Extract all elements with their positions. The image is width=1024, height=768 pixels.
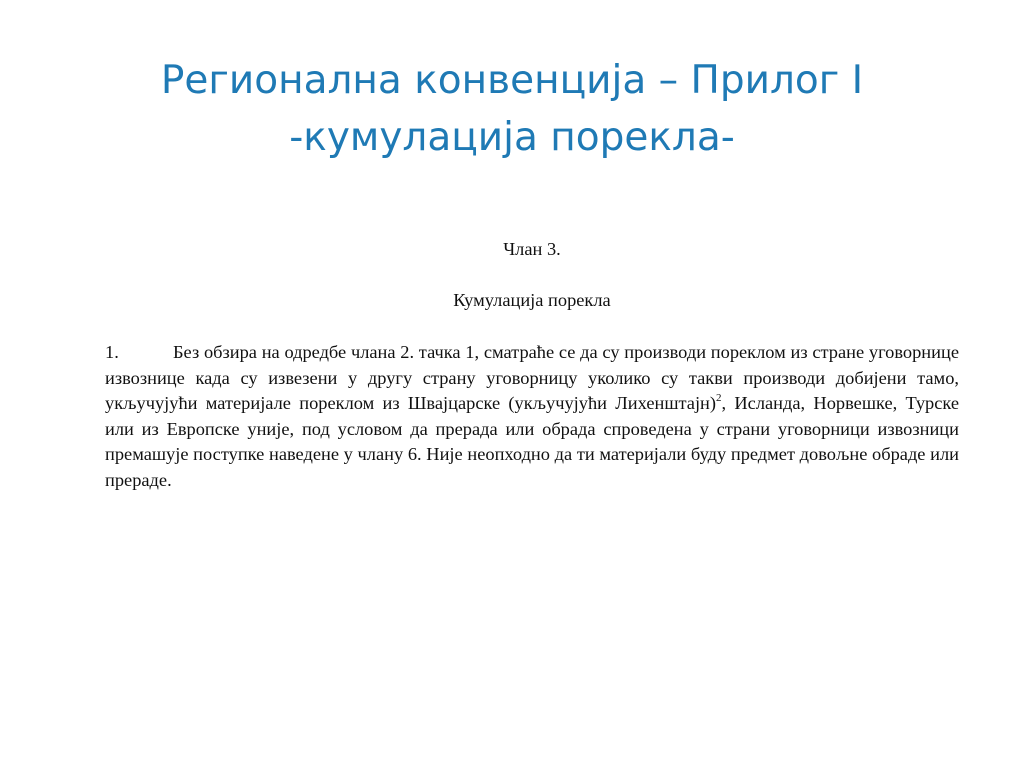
slide-title-line-1: Регионална конвенција – Прилог I [160,58,864,103]
slide-title-line-2: -кумулација порекла- [289,115,735,160]
footnote-reference: 2 [716,392,722,405]
article-paragraph [105,340,959,494]
article-number: Члан 3. [503,239,561,259]
paragraph-number: 1. [105,342,119,362]
article-title: Кумулација порекла [453,290,611,310]
document-excerpt [105,236,959,494]
paragraph-text-part-2: , Исланда, Норвешке, Турске или из Европске уније, под условом да прерада или обрада спроведена у страни уговорници извозници премашује поступке наведене у члану 6. Није неопходно да ти материјали буду предмет довољне обраде или прераде. [105,393,960,490]
slide-title [60,52,964,166]
paragraph-text-part-1: Без обзира на одредбе члана 2. тачка 1, сматраће се да су производи пореклом из стране уговорнице извознице када су извезени у другу страну уговорницу уколико су такви производи добијени тамо, укључујући материјале пореклом из Швајцарске (укључујући Лихенштајн) [105,342,959,414]
